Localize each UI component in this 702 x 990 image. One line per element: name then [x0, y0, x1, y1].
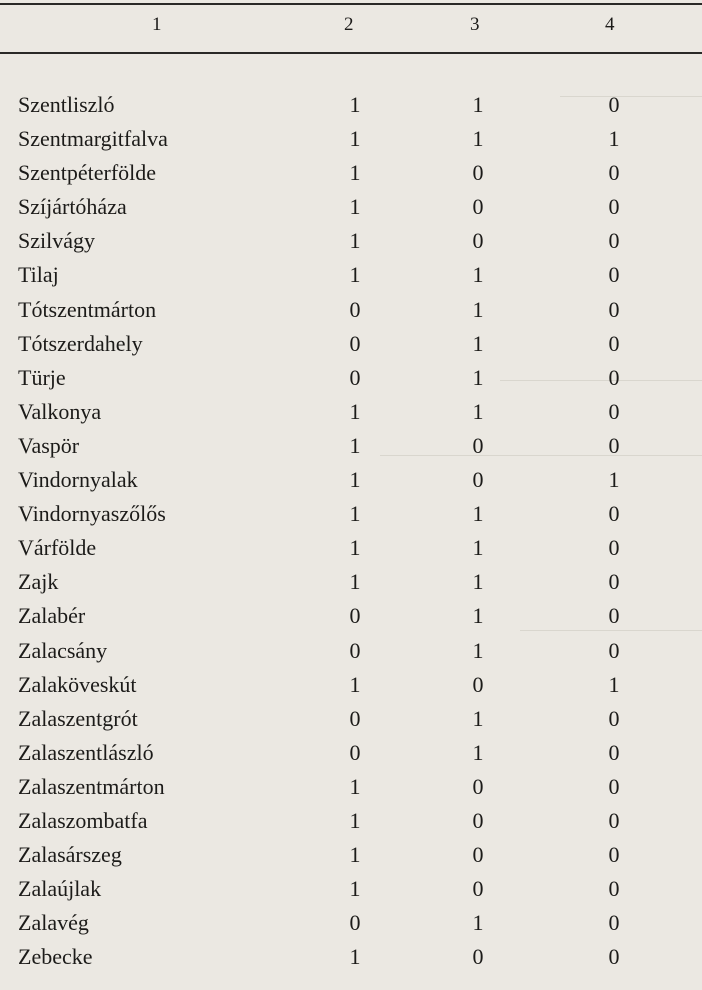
- col-2-value: 1: [349, 126, 361, 152]
- table-row: [0, 91, 702, 125]
- col-4-value: 0: [608, 330, 620, 356]
- col-4-value: 0: [608, 910, 620, 936]
- col-4-value: 0: [608, 398, 620, 424]
- col-4-value: 0: [608, 705, 620, 731]
- table-row: [0, 227, 702, 261]
- col-2-value: 1: [349, 535, 361, 561]
- settlement-name: Zalaszentgrót: [18, 705, 138, 731]
- col-4-value: 0: [608, 603, 620, 629]
- col-2-value: 1: [349, 398, 361, 424]
- col-3-value: 1: [472, 603, 484, 629]
- col-2-value: 1: [349, 467, 361, 493]
- col-3-value: 1: [472, 330, 484, 356]
- col-2-value: 1: [349, 944, 361, 970]
- col-2-value: 0: [349, 739, 361, 765]
- table-row: [0, 705, 702, 739]
- col-2-value: 0: [349, 637, 361, 663]
- col-2-value: 1: [349, 501, 361, 527]
- col-4-value: 0: [608, 296, 620, 322]
- settlement-name: Zalacsány: [18, 637, 108, 663]
- table-row: [0, 671, 702, 705]
- table-row: [0, 773, 702, 807]
- table-body: [0, 91, 702, 977]
- col-3-value: 0: [472, 876, 484, 902]
- table-row: [0, 534, 702, 568]
- table-row: [0, 193, 702, 227]
- col-3-value: 0: [472, 671, 484, 697]
- col-3-value: 0: [472, 160, 484, 186]
- table-row: [0, 602, 702, 636]
- settlement-name: Tótszentmárton: [18, 296, 157, 322]
- col-3-value: 1: [472, 910, 484, 936]
- col-3-value: 1: [472, 262, 484, 288]
- col-3-value: 0: [472, 944, 484, 970]
- table-row: [0, 432, 702, 466]
- col-4-value: 1: [608, 467, 620, 493]
- col-2-value: 1: [349, 876, 361, 902]
- settlement-name: Valkonya: [18, 398, 102, 424]
- col-3-value: 1: [472, 569, 484, 595]
- col-4-value: 0: [608, 944, 620, 970]
- col-2-value: 1: [349, 671, 361, 697]
- col-2-value: 1: [349, 92, 361, 117]
- top-rule: [0, 3, 702, 5]
- table-row: [0, 875, 702, 909]
- col-2-value: 1: [349, 194, 361, 220]
- col-4-value: 0: [608, 739, 620, 765]
- settlement-name: Tilaj: [18, 262, 59, 288]
- settlement-name: Zalavég: [18, 910, 89, 936]
- settlement-name: Szíjártóháza: [18, 194, 127, 220]
- col-3-value: 1: [472, 739, 484, 765]
- col-3-value: 0: [472, 432, 484, 458]
- col-2-value: 1: [349, 807, 361, 833]
- table-header: [0, 14, 702, 46]
- col-3-value: 0: [472, 773, 484, 799]
- col-2-value: 1: [349, 773, 361, 799]
- settlement-name: Vindornyaszőlős: [18, 501, 166, 527]
- col-3-value: 0: [472, 467, 484, 493]
- settlement-name: Zalaszombatfa: [18, 807, 148, 833]
- table-row: [0, 500, 702, 534]
- settlement-name: Várfölde: [18, 535, 97, 561]
- col-4-value: 0: [608, 569, 620, 595]
- col-2-value: 1: [349, 160, 361, 186]
- settlement-name: Vindornyalak: [18, 467, 138, 493]
- col-2-value: 0: [349, 364, 361, 390]
- col-4-value: 0: [608, 262, 620, 288]
- header-rule: [0, 52, 702, 54]
- settlement-name: Zalaszentlászló: [18, 739, 154, 765]
- col-4-value: 1: [608, 126, 620, 152]
- col-4-value: 0: [608, 228, 620, 254]
- col-4-value: 0: [608, 194, 620, 220]
- settlement-name: Szentliszló: [18, 92, 115, 117]
- col-2-value: 1: [349, 569, 361, 595]
- table-row: [0, 739, 702, 773]
- table-row: [0, 159, 702, 193]
- settlement-name: Szilvágy: [18, 228, 95, 254]
- settlement-name: Türje: [18, 364, 66, 390]
- col-3-value: 0: [472, 842, 484, 868]
- settlement-name: Zalasárszeg: [18, 842, 122, 868]
- col-3-value: 1: [472, 501, 484, 527]
- col-2-value: 1: [349, 228, 361, 254]
- settlement-name: Zalaszentmárton: [18, 773, 165, 799]
- col-2-value: 1: [349, 262, 361, 288]
- table-row: [0, 943, 702, 977]
- table-row: [0, 568, 702, 602]
- header-col-2: 2: [344, 14, 354, 35]
- col-4-value: 0: [608, 432, 620, 458]
- table-row: [0, 398, 702, 432]
- col-4-value: 0: [608, 807, 620, 833]
- settlement-name: Szentmargitfalva: [18, 126, 168, 152]
- settlement-name: Zalaköveskút: [18, 671, 137, 697]
- col-4-value: 0: [608, 773, 620, 799]
- settlement-name: Zalaújlak: [18, 876, 102, 902]
- table-row: [0, 909, 702, 943]
- col-3-value: 0: [472, 807, 484, 833]
- col-4-value: 0: [608, 364, 620, 390]
- col-4-value: 1: [608, 671, 620, 697]
- settlement-name: Zebecke: [18, 944, 93, 970]
- table-row: [0, 466, 702, 500]
- col-4-value: 0: [608, 876, 620, 902]
- table-row: [0, 841, 702, 875]
- table-row: [0, 364, 702, 398]
- col-2-value: 0: [349, 705, 361, 731]
- header-col-4: 4: [605, 14, 615, 35]
- col-4-value: 0: [608, 535, 620, 561]
- table-row: [0, 637, 702, 671]
- col-3-value: 1: [472, 126, 484, 152]
- col-3-value: 1: [472, 364, 484, 390]
- col-3-value: 1: [472, 92, 484, 117]
- col-2-value: 0: [349, 330, 361, 356]
- col-3-value: 0: [472, 194, 484, 220]
- col-4-value: 0: [608, 842, 620, 868]
- table-row: [0, 125, 702, 159]
- header-col-1: 1: [152, 14, 162, 35]
- col-2-value: 1: [349, 842, 361, 868]
- header-col-3: 3: [470, 14, 480, 35]
- col-3-value: 0: [472, 228, 484, 254]
- table-row: [0, 296, 702, 330]
- col-3-value: 1: [472, 398, 484, 424]
- settlement-name: Zajk: [18, 569, 59, 595]
- col-4-value: 0: [608, 501, 620, 527]
- settlement-name: Tótszerdahely: [18, 330, 143, 356]
- col-2-value: 1: [349, 432, 361, 458]
- col-3-value: 1: [472, 705, 484, 731]
- settlement-name: Szentpéterfölde: [18, 160, 157, 186]
- settlement-name: Vaspör: [18, 432, 80, 458]
- col-4-value: 0: [608, 160, 620, 186]
- table-row: [0, 807, 702, 841]
- col-4-value: 0: [608, 92, 620, 117]
- col-2-value: 0: [349, 910, 361, 936]
- settlement-name: Zalabér: [18, 603, 86, 629]
- table-row: [0, 330, 702, 364]
- table-row: [0, 261, 702, 295]
- col-3-value: 1: [472, 637, 484, 663]
- col-2-value: 0: [349, 603, 361, 629]
- col-4-value: 0: [608, 637, 620, 663]
- col-2-value: 0: [349, 296, 361, 322]
- col-3-value: 1: [472, 296, 484, 322]
- col-3-value: 1: [472, 535, 484, 561]
